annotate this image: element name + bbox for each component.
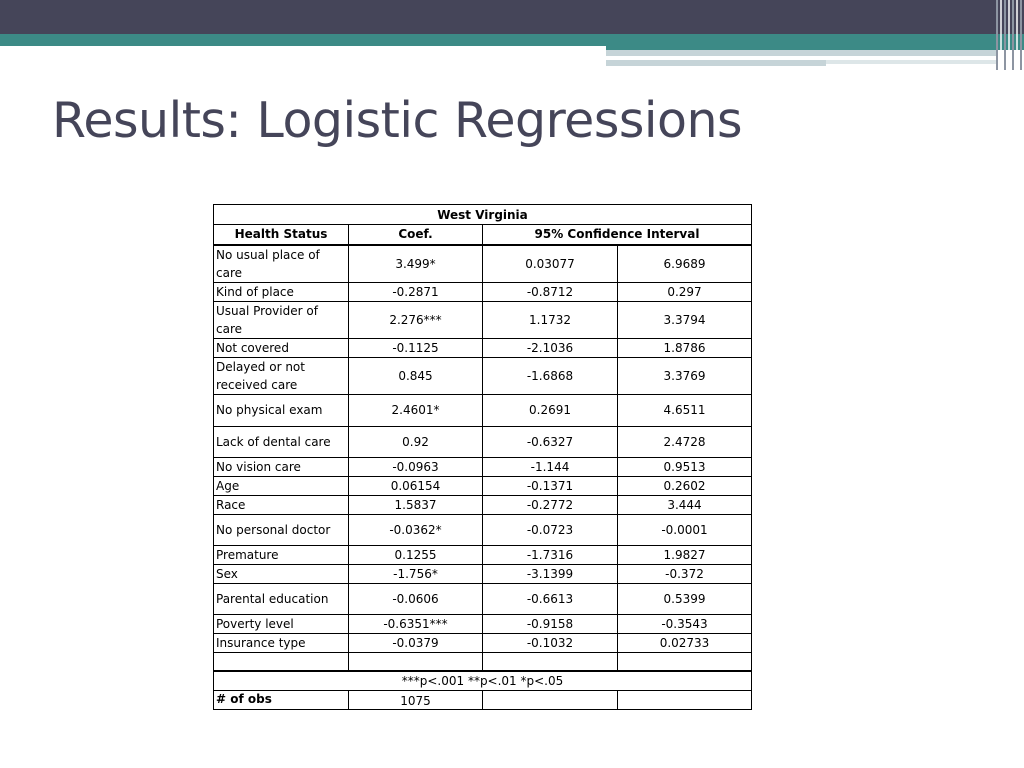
empty-cell xyxy=(618,652,752,671)
table-row xyxy=(214,545,752,564)
table-row xyxy=(214,495,752,514)
table-row xyxy=(214,457,752,476)
coef-cell: 1.5837 xyxy=(349,495,483,514)
row-label: No usual place of care xyxy=(214,245,349,283)
header-stripe xyxy=(1004,0,1006,70)
table-row xyxy=(214,282,752,301)
ci-upper-cell: 0.297 xyxy=(618,282,752,301)
ci-upper-cell: 0.5399 xyxy=(618,583,752,614)
row-label: Not covered xyxy=(214,338,349,357)
coef-cell: 2.4601* xyxy=(349,394,483,426)
header-bar-light-short xyxy=(606,60,826,66)
row-label: Poverty level xyxy=(214,614,349,633)
empty-cell xyxy=(349,652,483,671)
row-label: No physical exam xyxy=(214,394,349,426)
ci-lower-cell: -0.8712 xyxy=(483,282,618,301)
header-stripe xyxy=(1008,0,1010,70)
significance-footnote: ***p<.001 **p<.01 *p<.05 xyxy=(214,671,752,691)
ci-lower-cell: -0.6613 xyxy=(483,583,618,614)
row-label: Usual Provider of care xyxy=(214,301,349,338)
coef-cell: -0.0606 xyxy=(349,583,483,614)
ci-upper-cell: 6.9689 xyxy=(618,245,752,283)
header-bar-teal xyxy=(0,34,606,46)
row-label: No vision care xyxy=(214,457,349,476)
table-row xyxy=(214,245,752,283)
coef-cell: -0.1125 xyxy=(349,338,483,357)
coef-cell: 2.276*** xyxy=(349,301,483,338)
ci-lower-cell: -2.1036 xyxy=(483,338,618,357)
ci-upper-cell: 1.8786 xyxy=(618,338,752,357)
ci-upper-cell: 0.02733 xyxy=(618,633,752,652)
row-label: Race xyxy=(214,495,349,514)
coef-cell: 0.845 xyxy=(349,357,483,394)
header-bar-light xyxy=(606,50,996,56)
coef-cell: 0.06154 xyxy=(349,476,483,495)
ci-upper-cell: 4.6511 xyxy=(618,394,752,426)
ci-lower-cell: -1.7316 xyxy=(483,545,618,564)
table-row xyxy=(214,426,752,457)
row-label: Sex xyxy=(214,564,349,583)
regression-table xyxy=(213,204,752,710)
table-row xyxy=(214,614,752,633)
col-header-ci: 95% Confidence Interval xyxy=(483,225,752,245)
row-label: Insurance type xyxy=(214,633,349,652)
ci-lower-cell: -0.0723 xyxy=(483,514,618,545)
empty-cell xyxy=(483,652,618,671)
table-row xyxy=(214,633,752,652)
ci-upper-cell: -0.372 xyxy=(618,564,752,583)
ci-upper-cell: -0.3543 xyxy=(618,614,752,633)
obs-label: # of obs xyxy=(214,691,349,710)
coef-cell: -0.6351*** xyxy=(349,614,483,633)
ci-lower-cell: -0.6327 xyxy=(483,426,618,457)
row-label: Delayed or not received care xyxy=(214,357,349,394)
row-label: Premature xyxy=(214,545,349,564)
ci-lower-cell: -3.1399 xyxy=(483,564,618,583)
ci-lower-cell: 0.2691 xyxy=(483,394,618,426)
table-row xyxy=(214,338,752,357)
table-row xyxy=(214,357,752,394)
empty-cell xyxy=(618,691,752,710)
coef-cell: 0.92 xyxy=(349,426,483,457)
ci-lower-cell: -0.9158 xyxy=(483,614,618,633)
coef-cell: -0.2871 xyxy=(349,282,483,301)
coef-cell: -0.0362* xyxy=(349,514,483,545)
row-label: Parental education xyxy=(214,583,349,614)
ci-upper-cell: 0.2602 xyxy=(618,476,752,495)
header-stripe xyxy=(1020,0,1022,70)
table-row xyxy=(214,301,752,338)
ci-lower-cell: 1.1732 xyxy=(483,301,618,338)
col-header-coef: Coef. xyxy=(349,225,483,245)
empty-cell xyxy=(214,652,349,671)
ci-lower-cell: -0.1032 xyxy=(483,633,618,652)
col-header-health-status: Health Status xyxy=(214,225,349,245)
coef-cell: -0.0963 xyxy=(349,457,483,476)
table-row xyxy=(214,514,752,545)
header-stripe xyxy=(1000,0,1002,70)
ci-upper-cell: 2.4728 xyxy=(618,426,752,457)
table-row xyxy=(214,394,752,426)
header-divider-line xyxy=(0,46,606,48)
ci-lower-cell: -0.1371 xyxy=(483,476,618,495)
ci-lower-cell: -0.2772 xyxy=(483,495,618,514)
ci-lower-cell: -1.144 xyxy=(483,457,618,476)
coef-cell: 0.1255 xyxy=(349,545,483,564)
group-header: West Virginia xyxy=(214,205,752,225)
ci-upper-cell: 0.9513 xyxy=(618,457,752,476)
coef-cell: -0.0379 xyxy=(349,633,483,652)
row-label: Lack of dental care xyxy=(214,426,349,457)
table-row xyxy=(214,476,752,495)
ci-lower-cell: 0.03077 xyxy=(483,245,618,283)
ci-lower-cell: -1.6868 xyxy=(483,357,618,394)
header-stripe xyxy=(1016,0,1018,70)
obs-value: 1075 xyxy=(349,691,483,710)
row-label: No personal doctor xyxy=(214,514,349,545)
slide-title: Results: Logistic Regressions xyxy=(52,92,743,149)
ci-upper-cell: 1.9827 xyxy=(618,545,752,564)
row-label: Age xyxy=(214,476,349,495)
ci-upper-cell: -0.0001 xyxy=(618,514,752,545)
table-row xyxy=(214,564,752,583)
header-stripe xyxy=(1012,0,1014,70)
coef-cell: -1.756* xyxy=(349,564,483,583)
row-label: Kind of place xyxy=(214,282,349,301)
header-bar-light-thin xyxy=(826,60,996,64)
header-stripe xyxy=(996,0,998,70)
coef-cell: 3.499* xyxy=(349,245,483,283)
empty-cell xyxy=(483,691,618,710)
header-bar-teal-right xyxy=(606,34,1024,50)
table-row xyxy=(214,583,752,614)
ci-upper-cell: 3.444 xyxy=(618,495,752,514)
ci-upper-cell: 3.3794 xyxy=(618,301,752,338)
empty-row xyxy=(214,652,752,671)
ci-upper-cell: 3.3769 xyxy=(618,357,752,394)
header-bar-dark xyxy=(0,0,1024,34)
